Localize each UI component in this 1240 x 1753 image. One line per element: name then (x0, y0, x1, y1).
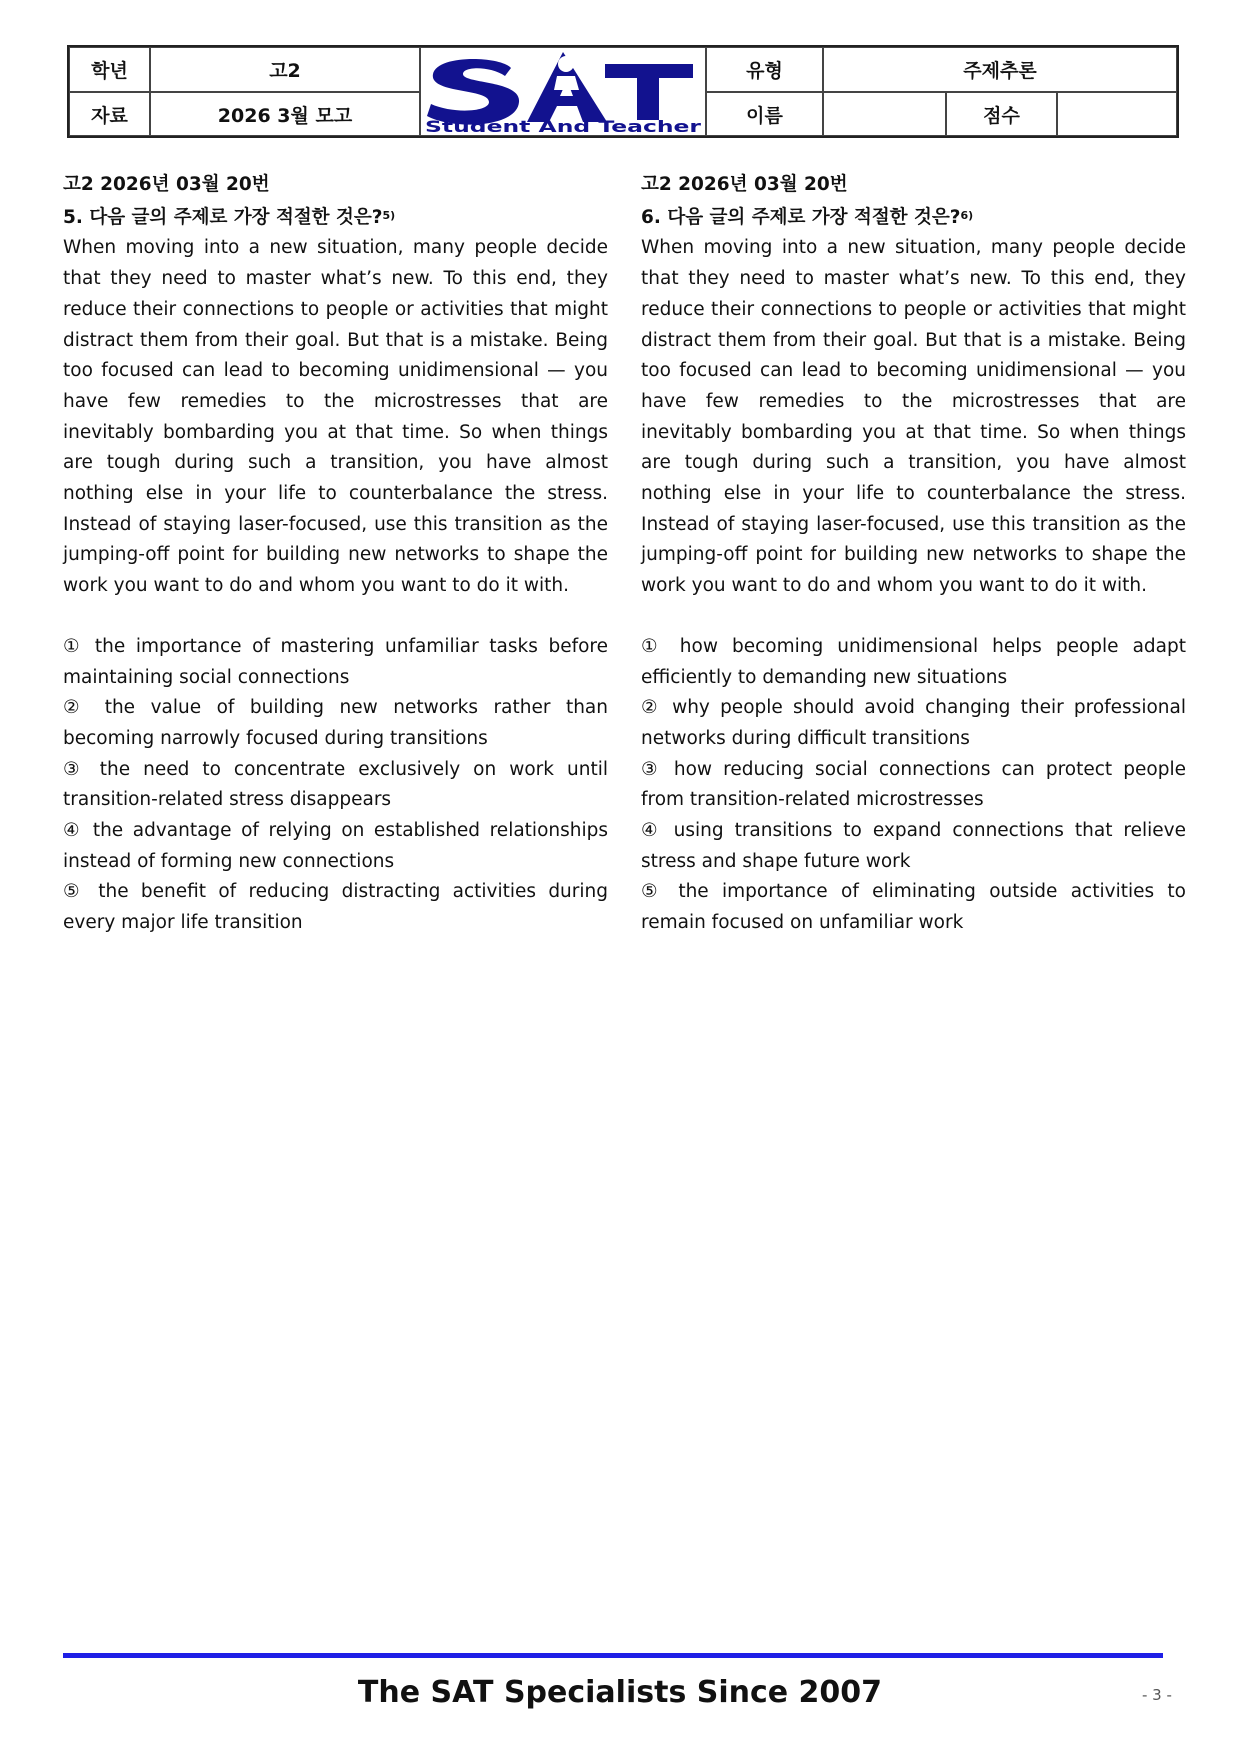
score-field (1057, 92, 1177, 136)
grade-label: 학년 (69, 47, 150, 92)
grade-value: 고2 (150, 47, 420, 92)
option-5[interactable]: ⑤ the benefit of reducing distracting activities during every major life transition (63, 881, 608, 934)
name-field (823, 92, 946, 136)
option-5[interactable]: ⑤ the importance of eliminating outside activities to remain focused on unfamiliar work (641, 881, 1186, 934)
option-2[interactable]: ② why people should avoid changing their professional networks during difficult transitions (641, 697, 1186, 749)
footer-divider (63, 1653, 1163, 1658)
logo-letter-s (427, 59, 519, 125)
question-source: 고2 2026년 03월 20번 (63, 174, 270, 195)
option-1[interactable]: ① how becoming unidimensional helps people adapt efficiently to demanding new situations (641, 635, 1186, 688)
option-2[interactable]: ② the value of building new networks rather than becoming narrowly focused during transitions (63, 697, 608, 749)
type-label: 유형 (706, 47, 823, 92)
footer-title: The SAT Specialists Since 2007 (357, 1675, 883, 1710)
footnote-marker: 5) (382, 208, 396, 222)
logo-subtext: Student And Teacher (425, 117, 702, 135)
logo-letter-t (605, 64, 693, 120)
question-title-text: 6. 다음 글의 주제로 가장 적절한 것은? (641, 206, 961, 228)
header-table (67, 45, 1179, 138)
option-4[interactable]: ④ using transitions to expand connections that relieve stress and shape future work (641, 820, 1186, 872)
sat-logo-graphic (423, 50, 703, 135)
type-value: 주제추론 (823, 47, 1177, 92)
sat-logo (420, 47, 706, 136)
passage: When moving into a new situation, many people decide that they need to master what’s new. To this end, they reduce their connections to people or activities that might distract them from their goal. But that is a mistake. Being too focused can lead to becoming unidimensional — you have few remedies to the microstresses that are inevitably bombarding you at that time. So when things are tough during such a transition, you have almost nothing else in your life to counterbalance the stress. Instead of staying laser-focused, use this transition as the jumping-off point for building new networks to shape the work you want to do and whom you want to do it with. (641, 237, 1186, 597)
question-source: 고2 2026년 03월 20번 (641, 174, 848, 195)
question-title (63, 201, 608, 234)
option-1[interactable]: ① the importance of mastering unfamiliar tasks before maintaining social connections (63, 635, 608, 688)
passage: When moving into a new situation, many people decide that they need to master what’s new. To this end, they reduce their connections to people or activities that might distract them from their goal. But that is a mistake. Being too focused can lead to becoming unidimensional — you have few remedies to the microstresses that are inevitably bombarding you at that time. So when things are tough during such a transition, you have almost nothing else in your life to counterbalance the stress. Instead of staying laser-focused, use this transition as the jumping-off point for building new networks to shape the work you want to do and whom you want to do it with. (63, 237, 608, 597)
score-label: 점수 (946, 92, 1057, 136)
logo-figure-body (554, 76, 579, 90)
footnote-marker: 6) (960, 208, 974, 222)
option-3[interactable]: ③ the need to concentrate exclusively on work until transition-related stress disappears (63, 758, 608, 811)
option-4[interactable]: ④ the advantage of relying on established relationships instead of forming new connections (63, 820, 608, 872)
question-6 (641, 170, 1186, 939)
source-value: 2026 3월 모고 (150, 92, 420, 136)
name-label: 이름 (706, 92, 823, 136)
question-title-text: 5. 다음 글의 주제로 가장 적절한 것은? (63, 206, 383, 228)
answer-options (641, 632, 1186, 939)
logo-figure-head (558, 56, 574, 72)
question-title (641, 201, 1186, 234)
answer-options (63, 632, 608, 939)
page-number: - 3 - (1142, 1686, 1172, 1704)
option-3[interactable]: ③ how reducing social connections can protect people from transition-related microstresses (641, 758, 1186, 811)
question-5 (63, 170, 608, 939)
source-label: 자료 (69, 92, 150, 136)
